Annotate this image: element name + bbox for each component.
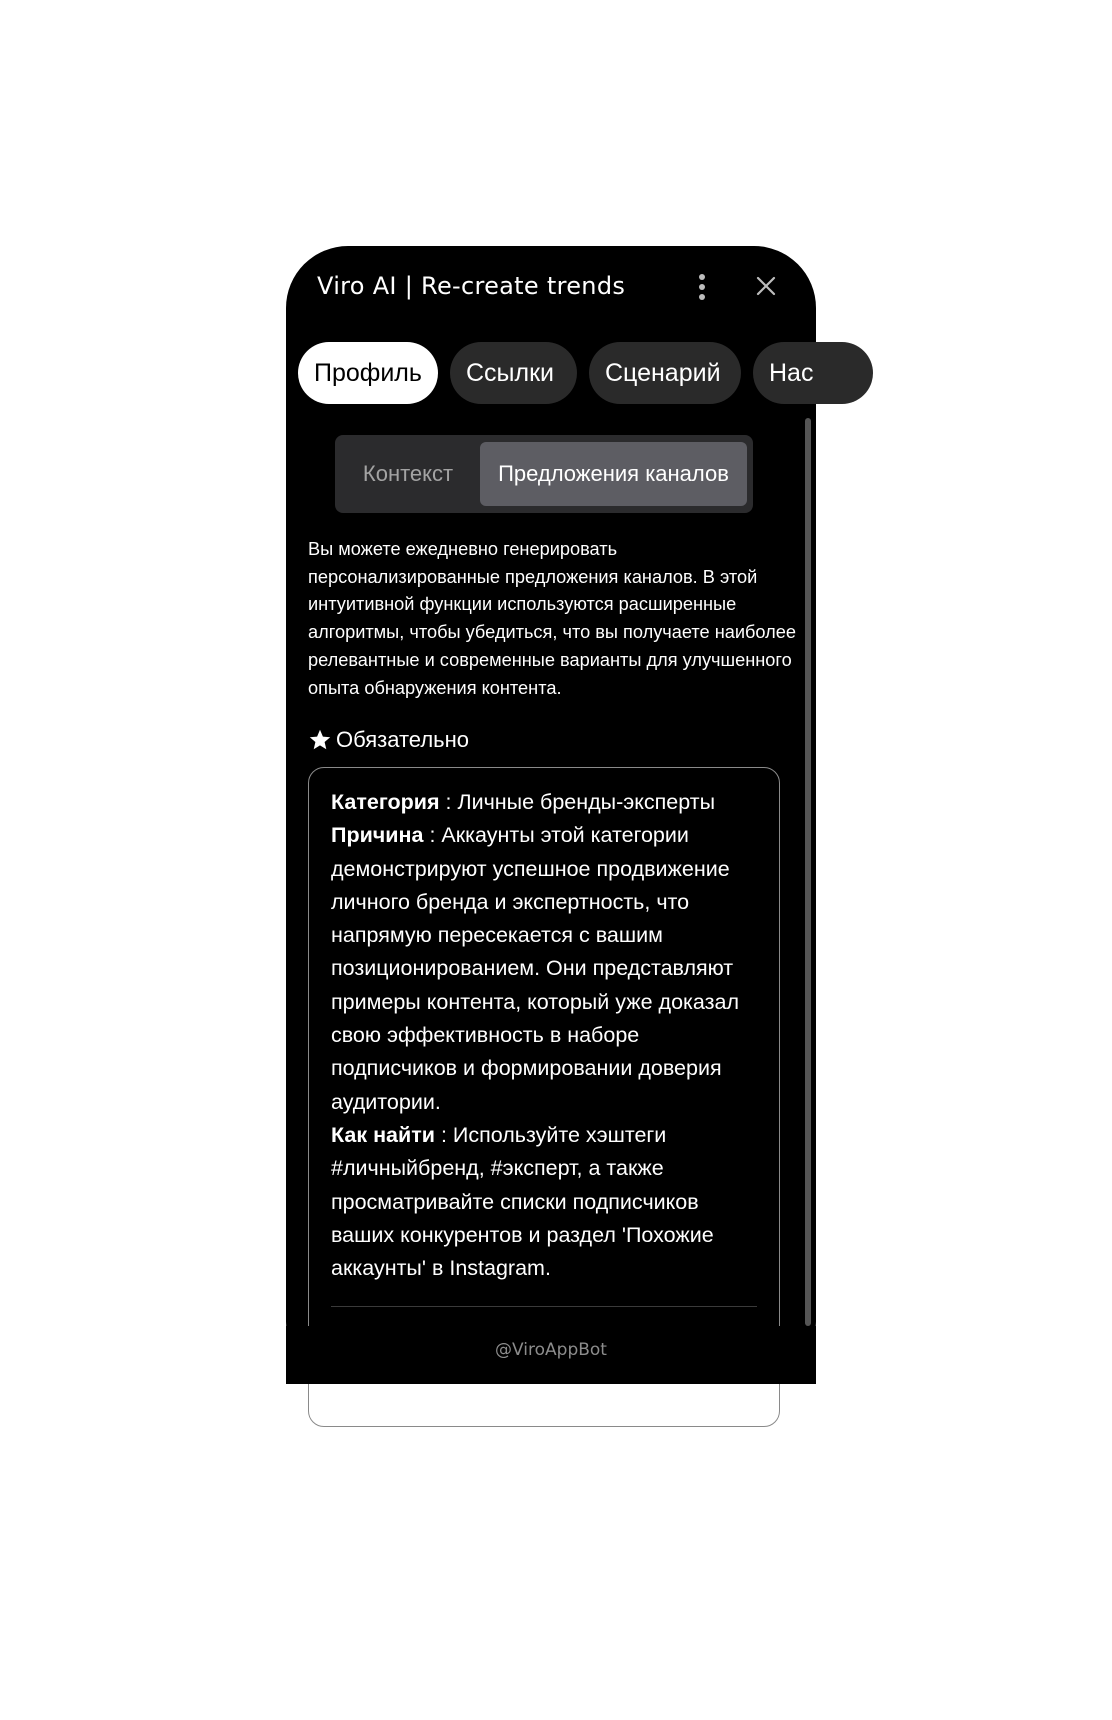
close-icon	[754, 274, 778, 298]
more-menu-button[interactable]	[690, 272, 714, 302]
how-to-find-label: Как найти	[331, 1122, 435, 1147]
segmented-control	[335, 435, 753, 513]
how-to-find-value: : Используйте хэштеги #личныйбренд, #эксперт, а также просматривайте списки подписчиков ваших конкурентов и раздел 'Похожие аккаунты' в Instagram.	[331, 1122, 714, 1281]
app-title: Viro AI | Re-create trends	[317, 272, 626, 300]
required-label: Обязательно	[336, 727, 469, 752]
app-header	[286, 246, 816, 326]
reason-value: : Аккаунты этой категории демонстрируют успешное продвижение личного бренда и экспертность, что напрямую пересекается с вашим позиционированием. Они представляют примеры контента, который уже доказал свою эффективность в наборе подписчиков и формировании доверия аудитории.	[331, 823, 740, 1114]
tab-profile[interactable]: Профиль	[298, 342, 438, 404]
required-heading	[308, 724, 469, 756]
tab-settings[interactable]: Нас	[753, 342, 873, 404]
scrollbar[interactable]	[805, 418, 811, 1326]
close-button[interactable]	[754, 274, 778, 298]
reason-label: Причина	[331, 823, 424, 848]
footer	[286, 1326, 816, 1384]
star-icon	[308, 728, 332, 752]
suggestion-card-body	[331, 786, 761, 1285]
app-window	[286, 246, 816, 1384]
tab-script[interactable]: Сценарий	[589, 342, 741, 404]
category-value: : Личные бренды-эксперты	[445, 790, 716, 814]
more-vertical-icon	[699, 274, 705, 280]
segment-channel-suggestions[interactable]: Предложения каналов	[480, 442, 747, 506]
more-vertical-icon-dot	[699, 284, 705, 290]
more-vertical-icon-dot	[699, 294, 705, 300]
tab-links[interactable]: Ссылки	[450, 342, 577, 404]
category-label: Категория	[331, 790, 440, 814]
footer-bot-handle: @ViroAppBot	[495, 1340, 607, 1360]
description-text: Вы можете ежедневно генерировать персонализированные предложения каналов. В этой интуитивной функции используются расширенные алгоритмы, чтобы убедиться, что вы получаете наиболее релевантные и современные варианты для улучшенного опыта обнаружения контента.	[308, 539, 796, 698]
card-divider	[331, 1306, 757, 1307]
segment-context[interactable]: Контекст	[362, 461, 454, 486]
top-tabs	[298, 342, 814, 404]
